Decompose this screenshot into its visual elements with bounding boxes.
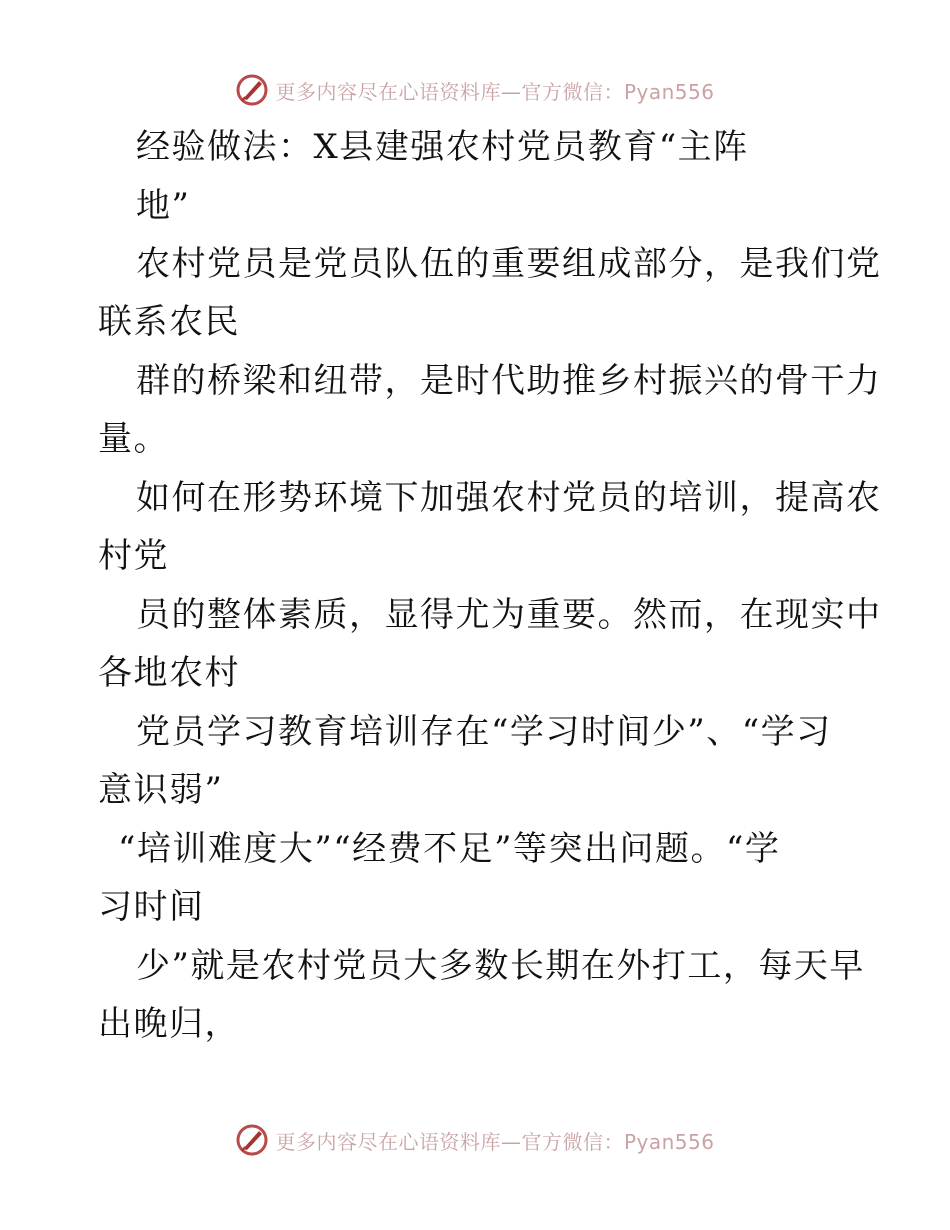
body-line: 少”就是农村党员大多数长期在外打工，每天早	[136, 946, 865, 986]
body-line: 联系农民	[98, 302, 240, 342]
body-line: 村党	[98, 536, 169, 576]
body-line: “培训难度大”“经费不足”等突出问题。“学	[118, 829, 781, 869]
body-line: 员的整体素质，显得尤为重要。然而，在现实中	[136, 595, 882, 635]
feather-pen-logo-icon	[235, 1123, 269, 1157]
body-line: 如何在形势环境下加强农村党员的培训，提高农	[136, 478, 882, 518]
body-line: 出晚归，	[98, 1004, 240, 1044]
document-title-line-2: 地”	[136, 186, 191, 226]
body-line: 农村党员是党员队伍的重要组成部分，是我们党	[136, 244, 882, 284]
document-title-line-1: 经验做法：X县建强农村党员教育“主阵	[136, 127, 749, 167]
footer-banner-text: 更多内容尽在心语资料库—官方微信：Pyan556	[275, 1129, 715, 1154]
header-banner	[0, 70, 950, 110]
footer-banner	[0, 1120, 950, 1160]
body-line: 量。	[98, 419, 169, 459]
body-line: 习时间	[98, 887, 205, 927]
header-banner-text: 更多内容尽在心语资料库—官方微信：Pyan556	[275, 79, 715, 104]
body-line: 群的桥梁和纽带，是时代助推乡村振兴的骨干力	[136, 361, 882, 401]
body-line: 党员学习教育培训存在“学习时间少”、“学习	[136, 712, 832, 752]
body-line: 意识弱”	[98, 770, 224, 810]
body-line: 各地农村	[98, 653, 240, 693]
feather-pen-logo-icon	[235, 73, 269, 107]
